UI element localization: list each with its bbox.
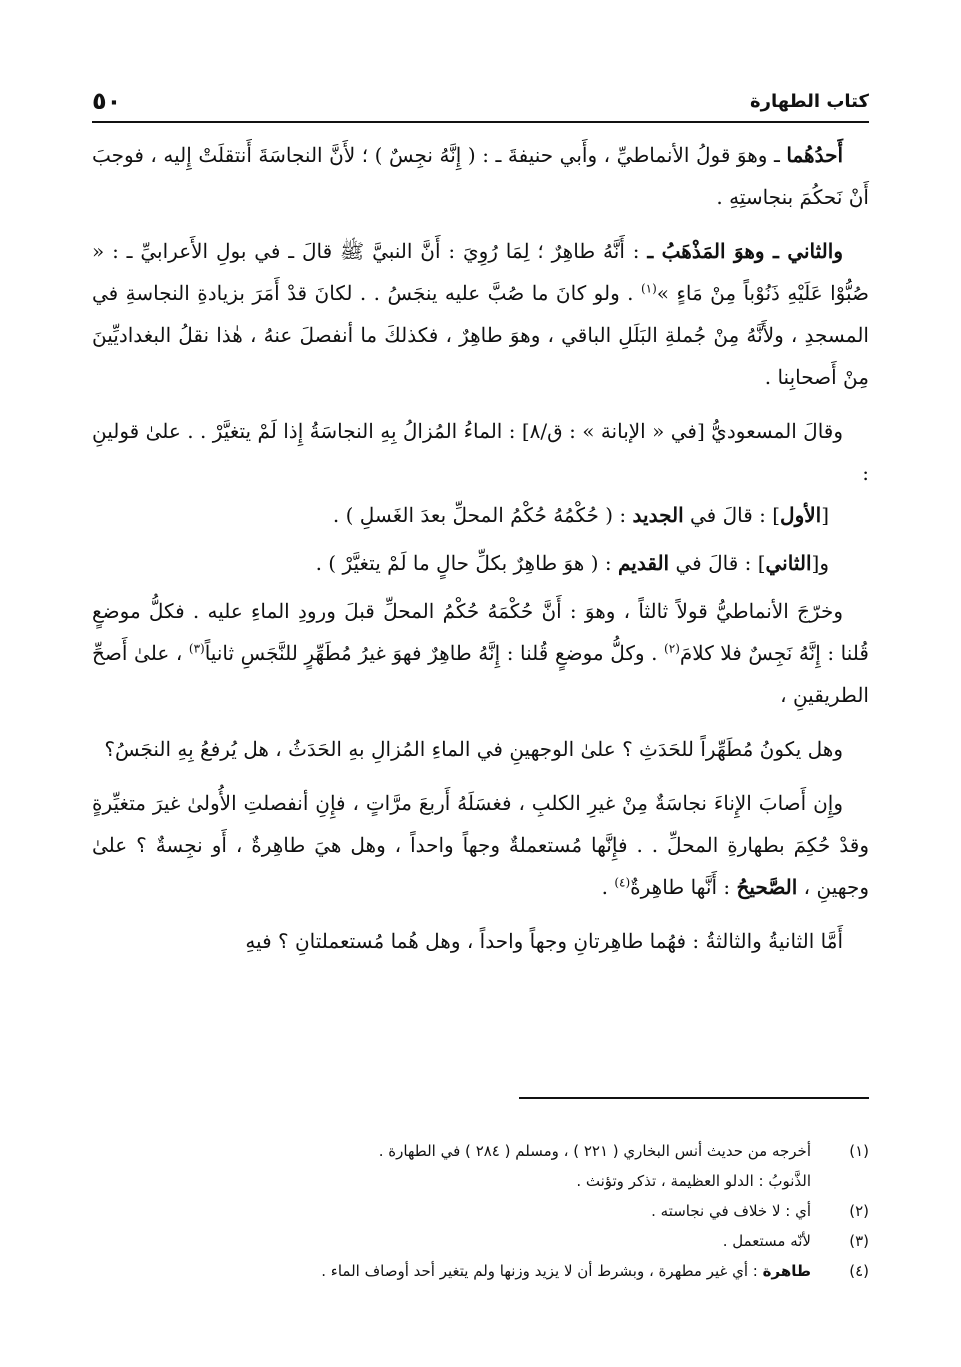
paragraph-6-text-a: وخرّجَ الأنماطيُّ قولاً ثالثاً ، وهوَ : أَنَّ حُكْمَهُ حُكْمُ المحلِّ قبلَ ورودِ الماءِ عليه . فكلُّ موضعٍ قُلنا : إِنَّهُ نَجِسٌ فلا كلامَ [92,599,869,665]
paragraph-4-open: [ [821,503,829,527]
footnote-4 [92,1258,869,1284]
paragraph-5-mid: ] : قالَ في [669,551,766,575]
footnote-text [92,1258,811,1284]
paragraph-4-text: : ( حُكْمُهُ حُكْمُ المحلِّ بعدَ الغَسلِ ) . [332,503,633,527]
paragraph-8-lead: الصَّحيحُ [736,875,798,899]
paragraph-8-text-b: : أَنَّها طاهِرةٌ [630,875,737,899]
page-header [92,84,869,118]
paragraph-2-text-b: . ولو كانَ ما صُبَّ عليه ينجَسُ . . لكانَ قدْ أَمَرَ بزيادةِ النجاسةِ في المسجدِ ، ولأَنَّهُ مِنْ جُملةِ البَلَلِ الباقي ، وهوَ طاهِرٌ ، فكذلكَ ما أنفصلَ عنهُ ، هٰذا نقلُ البغداديِّينَ مِنْ أَصحابِنا . [92,281,869,389]
paragraph-2-text-a: : أَنَّهُ طاهِرٌ ؛ لِمَا رُوِيَ : أَنَّ النبيَّ ﷺ قالَ ـ في بولِ الأَعرابيِّ ـ : « صُبُّوْا عَلَيْهِ ذَنُوْباً مِنْ مَاءٍ » [92,239,870,305]
paragraph-2 [92,230,869,398]
footnote-ref-1[interactable]: (١) [640,281,657,296]
paragraph-4-mid: ] : قالَ في [683,503,781,527]
paragraph-5 [92,542,869,584]
footnote-number: (٣) [849,1232,869,1250]
footnote-4-lead: طاهرة [762,1262,811,1280]
paragraph-2-lead: والثاني ـ وهوَ المَذْهَبُ ـ [647,239,843,263]
footnotes [92,1138,869,1288]
page-number: ٥٠ [92,87,122,115]
footnote-text: أي : لا خلاف في نجاسته . [651,1202,811,1220]
footnote-text: لأنّه مستعمل . [722,1232,811,1250]
header-rule [92,121,869,123]
footnote-rule [519,1097,869,1099]
footnote-1 [92,1138,869,1164]
paragraph-6 [92,590,869,716]
footnote-number: (٤) [849,1262,869,1280]
paragraph-8-text-c: . [601,875,615,899]
paragraph-5-open: و[ [811,551,829,575]
footnote-3 [92,1228,869,1254]
running-title: كتاب الطهارة [749,90,869,112]
footnote-number: (٢) [849,1202,869,1220]
footnote-1-continuation: الذَّنوبُ : الدلو العظيمة ، تذكر وتؤنث . [576,1172,811,1190]
paragraph-1-lead: أَحدُهُما [786,143,843,167]
paragraph-8-text-a: وإِن أَصابَ الإِناءَ نجاسَةٌ مِنْ غيرِ الكلبِ ، فغسَلَهُ أَربعَ مرَّاتٍ ، فإِنِ أنفصلتِ الأُولىٰ غيرَ متغيِّرةٍ وقدْ حُكِمَ بطهارةِ المحلِّ . . فإِنَّها مُستعملةٌ وجهاً واحداً ، وهل هيَ طاهِرةٌ ، أَو نجِسةٌ ؟ علىٰ وجهينِ ، [92,791,869,899]
paragraph-4 [92,494,869,536]
paragraph-1 [92,134,869,218]
footnote-4-text: : أي غير مطهرة ، وبشرط أن لا يزيد وزنها ولم يتغير أحد أوصاف الماء . [321,1262,763,1280]
footnote-text: أخرجه من حديث أنس البخاري ( ٢٢١ ) ، ومسلم ( ٢٨٤ ) في الطهارة . [378,1142,811,1160]
footnote-ref-3[interactable]: (٣) [188,641,205,656]
paragraph-7: وهل يكونُ مُطَهِّراً للحَدَثِ ؟ علىٰ الوجهينِ في الماءِ المُزالِ بهِ الحَدَثُ ، هل يُرفعُ بِهِ النجَسُ؟ [104,737,843,761]
footnote-2 [92,1198,869,1224]
paragraph-4-lead1: الأول [780,503,822,527]
paragraph-5-lead1: الثاني [765,551,812,575]
paragraph-6-text-c: ، علىٰ أَصحِّ الطريقينِ ، [92,641,869,707]
paragraph-5-lead2: القديم [617,551,670,575]
paragraph-6-text-b: . وكلُّ موضعٍ قُلنا : إِنَّهُ طاهِرٌ فهوَ غيرُ مُطَهِّرٍ للنَّجَسِ ثانياً [204,641,665,665]
paragraph-1-text: ـ وهوَ قولُ الأنماطيِّ ، وأَبي حنيفةَ ـ : ( إِنَّهُ نجِسٌ ) ؛ لأَنَّ النجاسَةَ أَنتقلَتْ إِليه ، فوجبَ أَنْ نَحكُمَ بنجاستِهِ . [92,143,869,209]
footnote-number: (١) [849,1142,869,1160]
footnote-ref-2[interactable]: (٢) [664,641,680,656]
paragraph-4-lead2: الجديد [632,503,684,527]
paragraph-9: أَمَّا الثانيةُ والثالثةُ : فهُما طاهِرتانِ وجهاً واحداً ، وهل هُما مُستعملتانِ ؟ فيهِ [245,929,843,953]
paragraph-8 [92,782,869,908]
paragraph-5-text: : ( هوَ طاهِرٌ بكلِّ حالٍ ما لَمْ يتغيَّرْ ) . [315,551,618,575]
main-text [92,134,869,962]
paragraph-3: وقالَ المسعوديُّ [في « الإبانة » : ق/٨] : الماءُ المُزالُ بِهِ النجاسَةُ إِذا لَمْ يتغيَّرْ . . علىٰ قولينِ : [92,419,869,485]
footnote-ref-4[interactable]: (٤) [614,875,631,890]
